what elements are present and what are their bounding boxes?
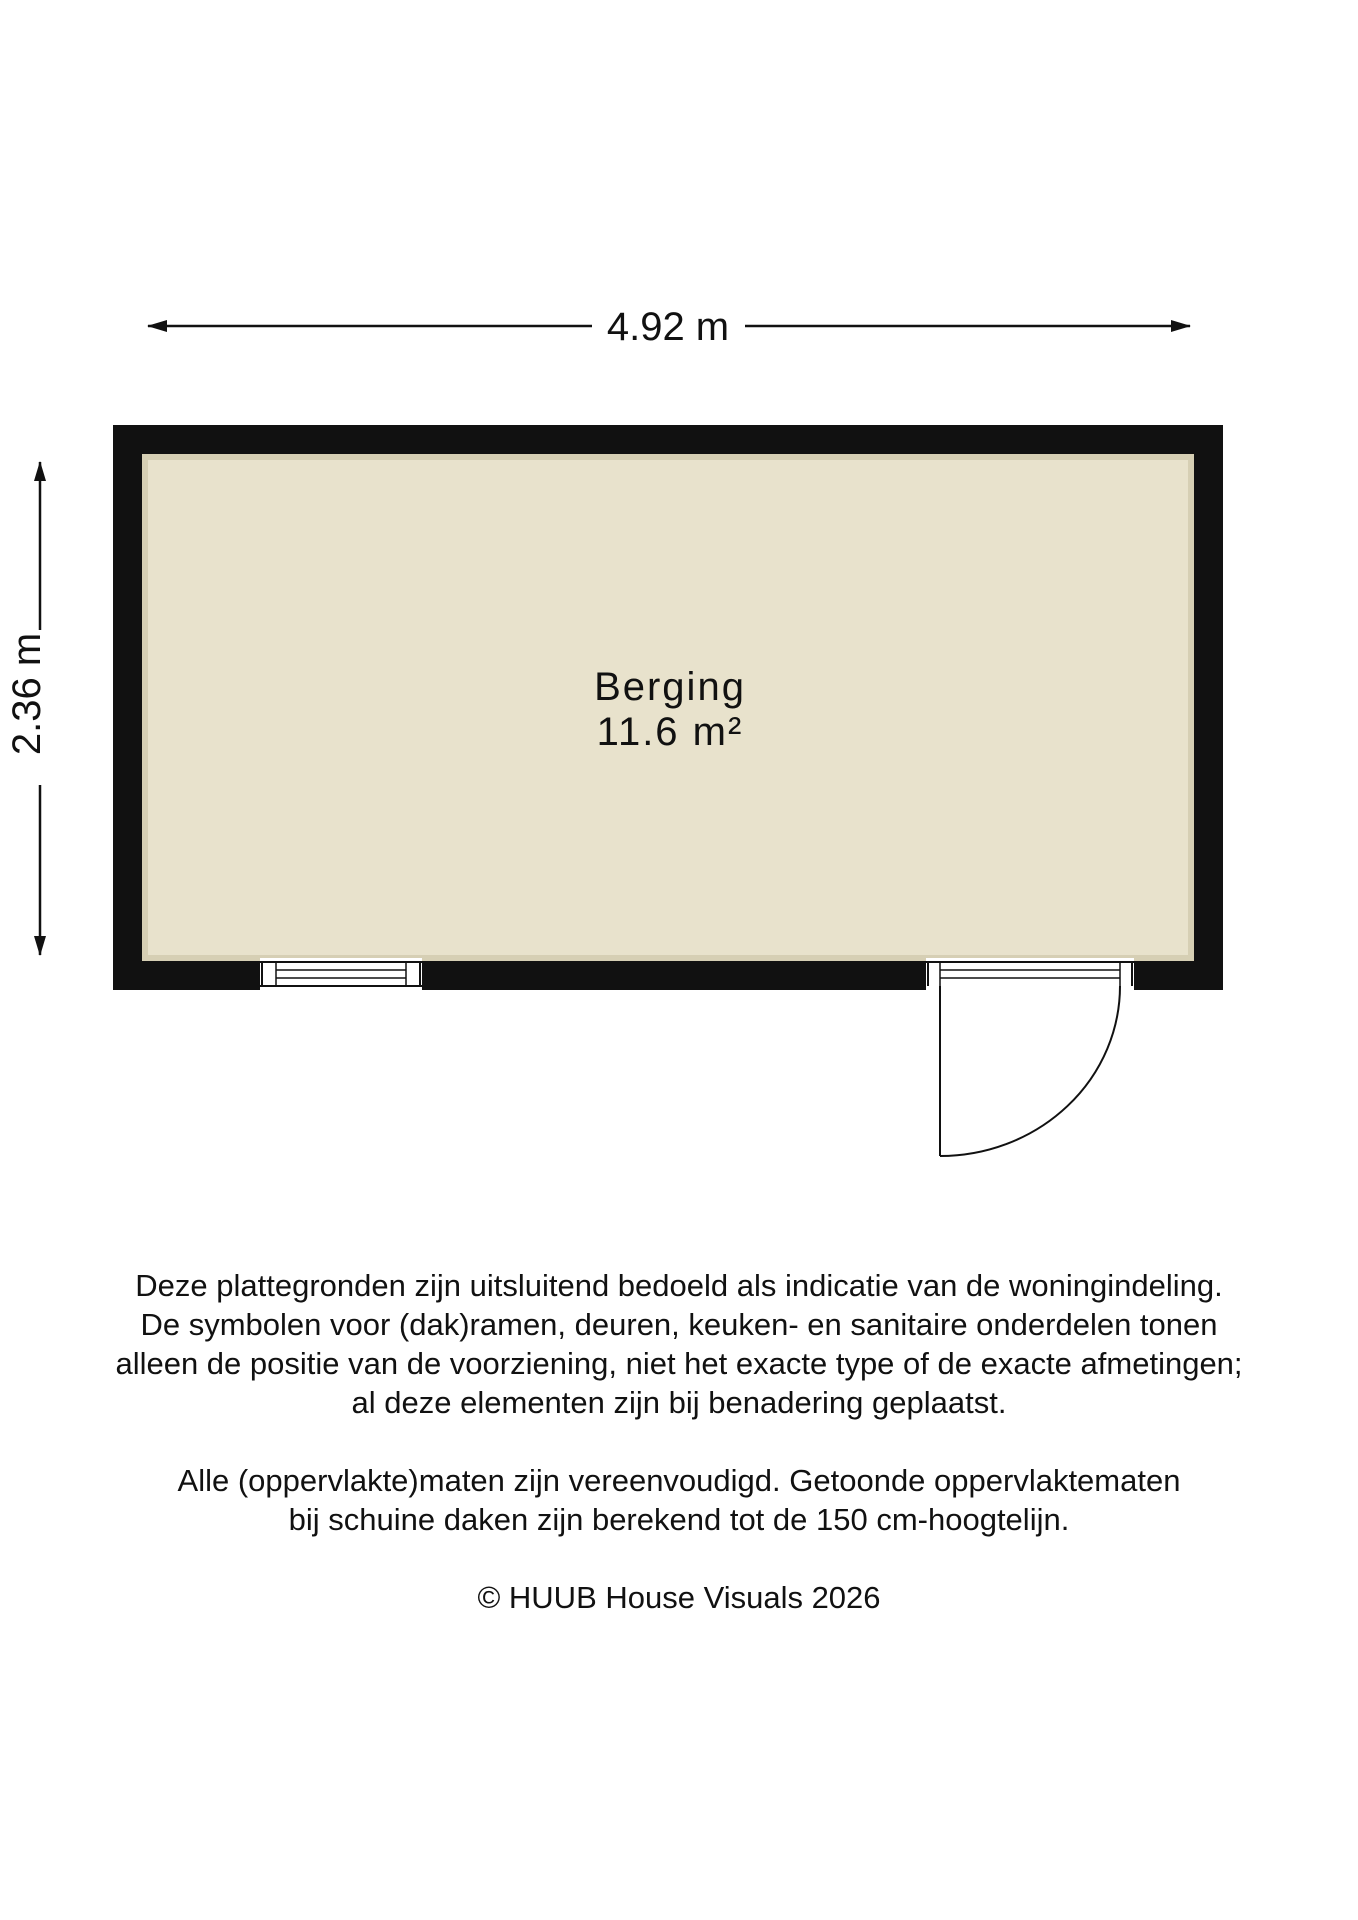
disclaimer-line: al deze elementen zijn bij benadering geplaatst. <box>351 1385 1007 1420</box>
disclaimer-text <box>60 1266 1298 1617</box>
disclaimer-line: Deze plattegronden zijn uitsluitend bedoeld als indicatie van de woningindeling. <box>135 1268 1223 1303</box>
room-area: 11.6 m² <box>596 710 744 754</box>
width-dimension <box>148 305 1190 349</box>
door <box>926 958 1134 1156</box>
room-name: Berging <box>594 665 746 709</box>
height-dimension-label: 2.36 m <box>5 632 49 756</box>
paragraph-gap <box>60 1539 1298 1578</box>
disclaimer-line: alleen de positie van de voorziening, niet het exacte type of de exacte afmetingen; <box>115 1346 1243 1381</box>
door-swing-arc <box>940 986 1120 1156</box>
measurement-note-line: bij schuine daken zijn berekend tot de 150 cm-hoogtelijn. <box>288 1502 1070 1537</box>
window <box>260 958 422 990</box>
height-dimension <box>5 462 49 955</box>
measurement-note-line: Alle (oppervlakte)maten zijn vereenvoudigd. Getoonde oppervlaktematen <box>177 1463 1181 1498</box>
width-dimension-label: 4.92 m <box>606 305 730 349</box>
paragraph-gap <box>60 1422 1298 1461</box>
disclaimer-line: De symbolen voor (dak)ramen, deuren, keuken- en sanitaire onderdelen tonen <box>140 1307 1218 1342</box>
copyright-notice: © HUUB House Visuals 2026 <box>477 1580 881 1615</box>
